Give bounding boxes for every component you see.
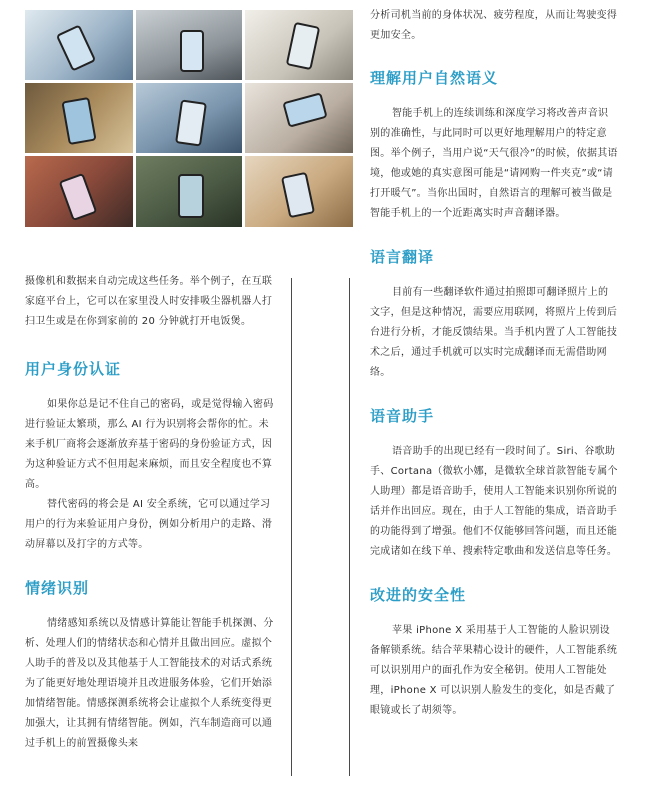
photo-hand-holding-phone-3 [245,10,353,80]
body-paragraph: 苹果 iPhone X 采用基于人工智能的人脸识别设备解锁系统。结合苹果精心设计的硬件，人工智能系统可以识别用户的面孔作为安全秘钥。使用人工智能处理，iPhone X 可以识别人脸发生的变化，如是否戴了眼镜或长了胡须等。 [370,625,618,716]
body-paragraph: 如果你总是记不住自己的密码，或是觉得输入密码进行验证太繁琐，那么 AI 行为识别将会帮你的忙。未来手机厂商将会逐渐放弃基于密码的身份验证方式，因为这种验证方式不但用起来麻烦，而且安全程度也不算高。 [25,399,274,490]
photo-hand-holding-phone-4 [25,83,133,153]
photo-hand-holding-phone-6 [245,83,353,153]
photo-hand-holding-phone-7 [25,156,133,227]
body-paragraph: 智能手机上的连续训练和深度学习将改善声音识别的准确性，与此同时可以更好地理解用户的特定意图。举个例子，当用户说“天气很冷”的时候，依据其语境，他或她的真实意图可能是“请网购一件夹克”或“请打开暖气”。当你出国时，自然语言的理解可被当做是智能手机上的一个近距离实时声音翻译器。 [370,108,618,219]
photo-collage [25,10,353,228]
column-divider-left [291,278,292,776]
photo-hand-holding-phone-1 [25,10,133,80]
body-paragraph: 目前有一些翻译软件通过拍照即可翻译照片上的文字，但是这种情况，需要应用联网，将照片上传到后台进行分析，才能反馈结果。当手机内置了人工智能技术之后，通过手机就可以实时完成翻译而无需借助网络。 [370,287,618,378]
body-paragraph: 情绪感知系统以及情感计算能让智能手机探测、分析、处理人们的情绪状态和心情并且做出回应。虚拟个人助手的普及以及其他基于人工智能技术的对话式系统为了能更好地处理语境并且改进服务体验，它们开始添加情绪智能。情感探测系统将会让虚拟个人系统变得更加强大，让其拥有情绪智能。例如，汽车制造商可以通过手机上的前置摄像头来 [25,618,274,749]
photo-hand-holding-phone-8 [136,156,242,227]
section-heading-natural-language: 理解用户自然语义 [370,69,499,87]
right-top-paragraph [370,6,618,46]
column-divider-right [349,278,350,776]
section-heading-user-auth: 用户身份认证 [25,360,122,378]
section-heading-emotion-recognition: 情绪识别 [25,579,90,597]
right-column [370,50,618,721]
left-column [25,272,275,754]
section-heading-security: 改进的安全性 [370,586,467,604]
section-heading-voice-assistant: 语音助手 [370,407,435,425]
body-paragraph: 语音助手的出现已经有一段时间了。Siri、谷歌助手、Cortana（微软小娜，是微软全球首款智能专属个人助理）都是语音助手，使用人工智能来识别你所说的话并作出回应。现在，由于人工智能的集成，语音助手的功能得到了增强。他们不仅能够回答问题，而且还能完成诸如在线下单、搜索特定歌曲和发送信息等任务。 [370,446,618,557]
photo-hand-holding-phone-5 [136,83,242,153]
section-heading-translation: 语言翻译 [370,248,435,266]
photo-hand-holding-phone-9 [245,156,353,227]
left-intro-paragraph: 摄像机和数据来自动完成这些任务。举个例子，在互联家庭平台上，它可以在家里没人时安排吸尘器机器人打扫卫生或是在你到家前的 20 分钟就打开电饭煲。 [25,276,273,327]
body-paragraph: 替代密码的将会是 AI 安全系统，它可以通过学习用户的行为来验证用户身份，例如分析用户的走路、滑动屏幕以及打字的方式等。 [25,499,273,550]
right-intro-paragraph: 分析司机当前的身体状况、疲劳程度，从而让驾驶变得更加安全。 [370,10,618,41]
photo-hand-holding-phone-2 [136,10,242,80]
